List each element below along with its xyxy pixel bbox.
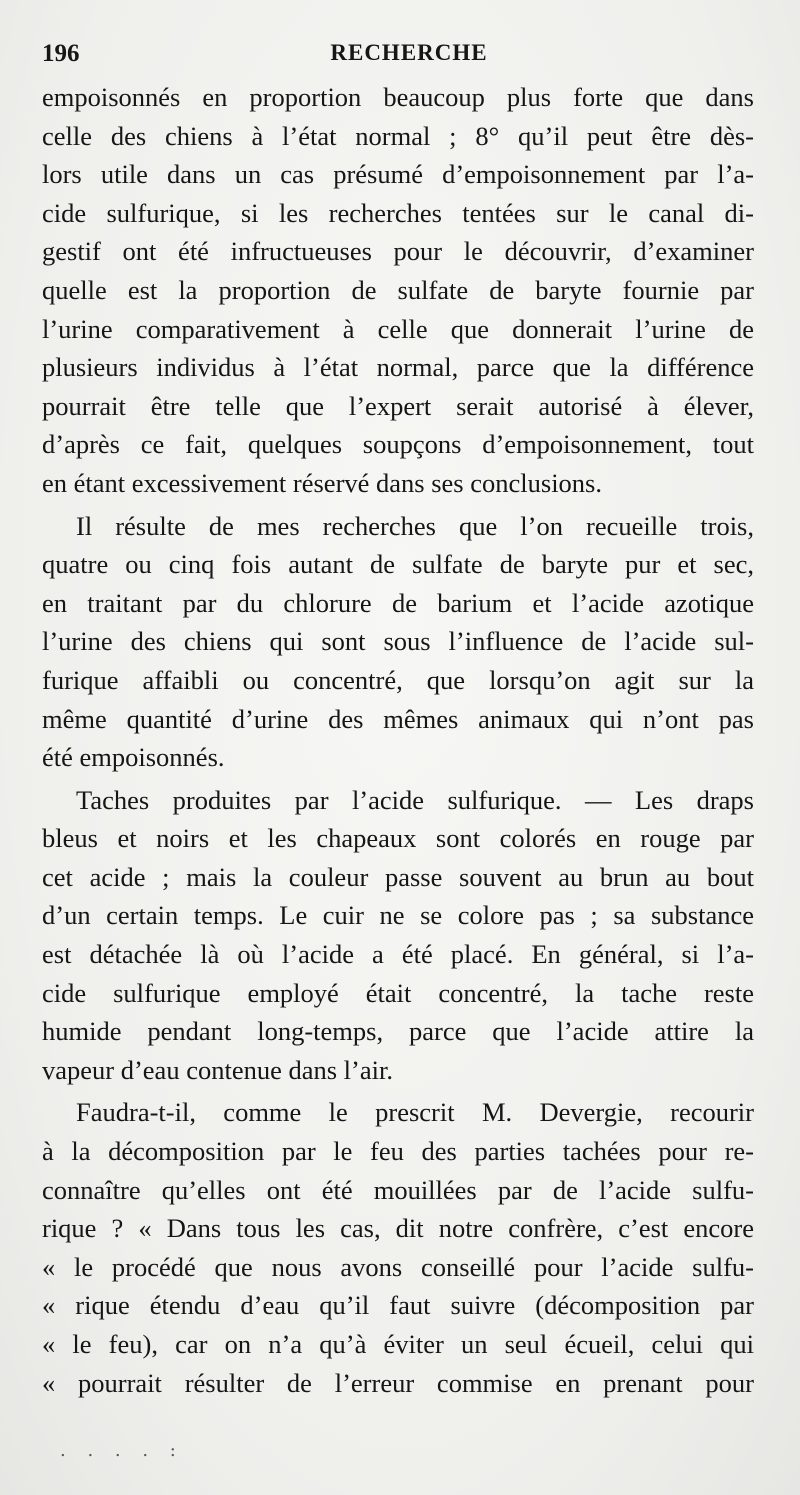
text-line: est détachée là où l’acide a été placé. En général, si l’a- bbox=[42, 939, 754, 970]
text-line: l’urine comparativement à celle que donnerait l’urine de bbox=[42, 313, 754, 344]
text-line: quatre ou cinq fois autant de sulfate de baryte pur et sec, bbox=[42, 549, 754, 580]
page-number: 196 bbox=[42, 40, 80, 67]
text-line: bleus et noirs et les chapeaux sont colorés en rouge par bbox=[42, 823, 754, 854]
text-line: d’après ce fait, quelques soupçons d’empoisonnement, tout bbox=[42, 429, 754, 460]
text-line: Faudra-t-il, comme le prescrit M. Devergie, recourir bbox=[76, 1097, 754, 1128]
text-line: pourrait être telle que l’expert serait autorisé à élever, bbox=[42, 390, 754, 421]
text-line: lors utile dans un cas présumé d’empoisonnement par l’a- bbox=[42, 159, 754, 190]
text-line: en étant excessivement réservé dans ses conclusions. bbox=[42, 467, 602, 498]
text-line: « rique étendu d’eau qu’il faut suivre (décomposition par bbox=[42, 1290, 754, 1321]
text-line: « pourrait résulter de l’erreur commise en prenant pour bbox=[42, 1367, 754, 1398]
text-line: d’un certain temps. Le cuir ne se colore pas ; sa substance bbox=[42, 900, 754, 931]
text-line: l’urine des chiens qui sont sous l’influence de l’acide sul- bbox=[42, 626, 754, 657]
text-line: gestif ont été infructueuses pour le découvrir, d’examiner bbox=[42, 236, 754, 267]
text-line: humide pendant long-temps, parce que l’acide attire la bbox=[42, 1016, 754, 1047]
text-line: vapeur d’eau contenue dans l’air. bbox=[42, 1054, 393, 1085]
text-line: rique ? « Dans tous les cas, dit notre confrère, c’est encore bbox=[42, 1213, 754, 1244]
text-line: celle des chiens à l’état normal ; 8° qu’il peut être dès- bbox=[42, 120, 754, 151]
text-line: plusieurs individus à l’état normal, parce que la différence bbox=[42, 352, 754, 383]
text-line: quelle est la proportion de sulfate de baryte fournie par bbox=[42, 274, 754, 305]
text-line: en traitant par du chlorure de barium et l’acide azotique bbox=[42, 587, 754, 618]
text-line: été empoisonnés. bbox=[42, 742, 225, 773]
text-line: « le feu), car on n’a qu’à éviter un seul écueil, celui qui bbox=[42, 1329, 754, 1359]
running-head bbox=[42, 40, 756, 72]
text-line: connaître qu’elles ont été mouillées par de l’acide sulfu- bbox=[42, 1174, 754, 1205]
text-line: cide sulfurique, si les recherches tentées sur le canal di- bbox=[42, 197, 754, 228]
running-title: RECHERCHE bbox=[330, 40, 488, 65]
text-body bbox=[42, 78, 754, 1402]
text-line: furique affaibli ou concentré, que lorsqu’on agit sur la bbox=[42, 664, 754, 695]
text-line: « le procédé que nous avons conseillé pour l’acide sulfu- bbox=[42, 1251, 754, 1282]
text-line: Il résulte de mes recherches que l’on recueille trois, bbox=[76, 510, 754, 541]
text-line: cide sulfurique employé était concentré, la tache reste bbox=[42, 977, 754, 1008]
footer-marks: . . . . : bbox=[60, 1440, 184, 1461]
text-line: Taches produites par l’acide sulfurique. — Les draps bbox=[76, 784, 754, 815]
text-line: empoisonnés en proportion beaucoup plus forte que dans bbox=[42, 82, 754, 112]
text-line: à la décomposition par le feu des parties tachées pour re- bbox=[42, 1136, 754, 1167]
text-line: même quantité d’urine des mêmes animaux qui n’ont pas bbox=[42, 703, 754, 734]
text-line: cet acide ; mais la couleur passe souvent au brun au bout bbox=[42, 861, 754, 892]
